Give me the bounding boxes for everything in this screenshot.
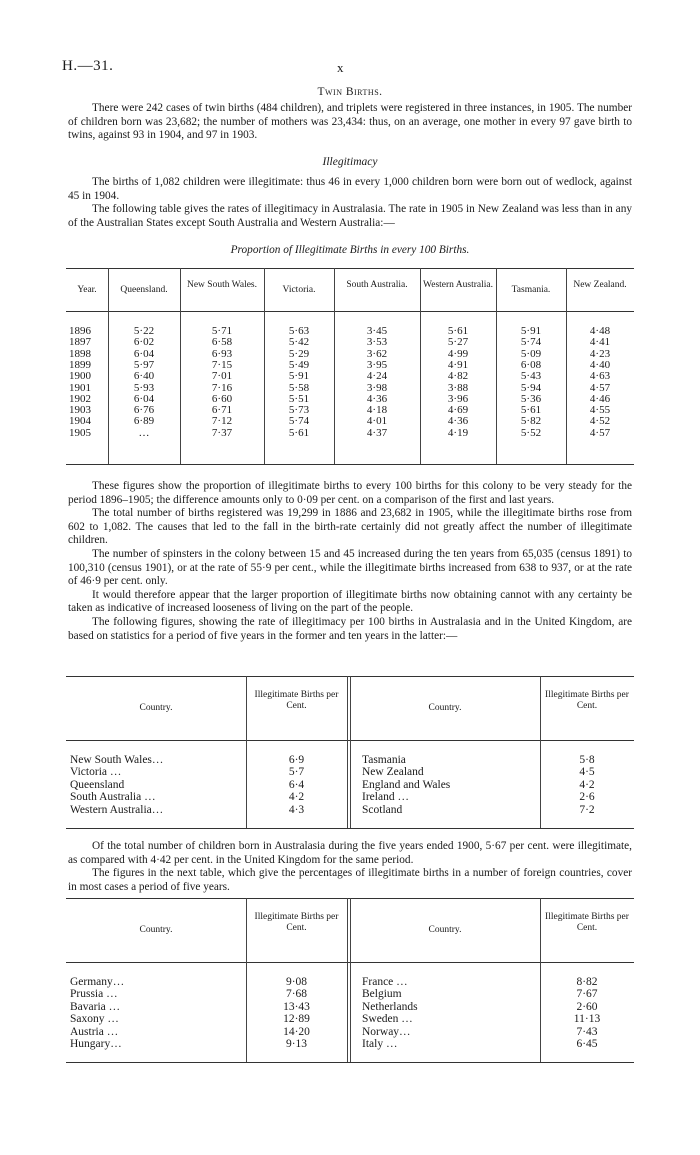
table3-rate-value: 11·13: [573, 1013, 601, 1026]
table1-data-cell: 4·19: [447, 426, 469, 439]
table1-caption: Proportion of Illegitimate Births in every 100 Births.: [230, 244, 470, 256]
table3-rate-value: 9·08: [285, 976, 308, 988]
table1-data-cell: 3·53: [366, 336, 388, 349]
table2-country-name: England and Wales: [362, 778, 451, 791]
table3-country-name: Italy …: [362, 1038, 398, 1050]
table1-data-cell: 5·91: [520, 325, 542, 337]
table1-data-cell: 4·91: [447, 358, 469, 371]
table1-bottom-rule: [66, 464, 634, 465]
table1-data-cell: 5·82: [520, 415, 542, 428]
table1-data-cell: 6·71: [211, 404, 233, 417]
table2-rate-value: 5·8: [579, 754, 595, 766]
table1-data-cell: 4·18: [366, 404, 388, 417]
table1-data-cell: 4·52: [589, 415, 611, 428]
table1-data-cell: 5·43: [520, 370, 542, 383]
table1-data-cell: 6·04: [133, 392, 155, 405]
table2-country-header: Country.: [428, 703, 462, 713]
table1-data-cell: 3·45: [366, 325, 388, 337]
middle-p3: The number of spinsters in the colony between 15 and 45 increased during the ten years from 65,035 (census 1891) to 100,310 (census 1901), or at the rate of 55·9 per cent., while the illegitimate births increased from 638 to 937, or at the rate of 46·9 per cent. only.: [68, 547, 632, 588]
table1-header-cell: Western Australia.: [423, 280, 493, 290]
table1-data-cell: 5·09: [520, 347, 542, 360]
table3-rate-value: 7·68: [285, 988, 308, 1001]
table3-country-name: France …: [362, 976, 408, 988]
page-number: x: [337, 60, 344, 75]
table2-rate-value: 4·2: [579, 778, 595, 791]
table2-rate-value: 4·5: [579, 766, 595, 779]
table1-year-cell: 1901: [69, 381, 91, 394]
table1-data-cell: 5·61: [520, 404, 542, 417]
table1-header-cell: New Zealand.: [573, 280, 627, 290]
middle-paragraphs: [68, 480, 632, 643]
middle-p4: It would therefore appear that the larger proportion of illegitimate births now obtaining cannot with any certainty be taken as indicative of increased looseness of living on the part of the people.: [68, 588, 632, 615]
lower-p2: The figures in the next table, which give the percentages of illegitimate births in a number of foreign countries, cover in most cases a period of five years.: [68, 867, 632, 893]
lower-p1: Of the total number of children born in Australasia during the five years ended 1900, 5·67 per cent. were illegitimate, as compared with 4·42 per cent. in the United Kingdom for the same period.: [68, 840, 632, 866]
page-reference: H.—31.: [62, 58, 114, 74]
table3-rate-value: 2·60: [576, 1000, 598, 1013]
table1-data-cell: 5·94: [520, 381, 542, 394]
table1-header-cell: Tasmania.: [511, 285, 551, 295]
table3-country-header: Country.: [428, 925, 462, 935]
table2-country-name: Western Australia…: [70, 803, 164, 816]
table1-data-cell: 4·36: [366, 392, 388, 405]
table1-header-cell: Year.: [77, 285, 97, 295]
table2-rate-value: 4·2: [288, 791, 305, 804]
twin-births-text: There were 242 cases of twin births (484 children), and triplets were registered in three instances, in 1905. The number of children born was 23,682; the number of mothers was 23,434: thus, on an average, one mother in every 97 gave birth to twins, against 93 in 1904, and 97 in 1903.: [68, 102, 632, 142]
twin-births-title: Twin Births.: [317, 86, 383, 98]
table1-data-cell: 4·46: [589, 392, 611, 405]
table1-year-cell: 1900: [69, 370, 91, 383]
table1-data-cell: 6·02: [133, 336, 155, 349]
table1-data-cell: 6·04: [133, 347, 155, 360]
table1-year-cell: 1903: [69, 404, 91, 417]
table2-country-header: Country.: [139, 703, 173, 713]
table1-year-cell: 1904: [69, 415, 91, 428]
table2-bottom-rule: [66, 828, 634, 829]
table1-data-cell: 4·36: [447, 415, 469, 428]
table1-header-cell: Queensland.: [120, 285, 168, 295]
table1-data-cell: 7·37: [211, 426, 233, 439]
illegitimacy-p2: The following table gives the rates of illegitimacy in Australasia. The rate in 1905 in New Zealand was less than in any of the Australian States except South Australia and Western Australia:—: [68, 203, 632, 229]
table3-rate-value: 9·13: [285, 1038, 308, 1050]
table1-data-cell: 4·41: [589, 336, 611, 349]
table3-births-header: Illegitimate Births per Cent.: [254, 912, 339, 933]
table1-year-cell: 1896: [69, 325, 91, 337]
table3-divider: [350, 898, 351, 1062]
table1-data-cell: 5·51: [288, 392, 310, 405]
table1-data-cell: 6·93: [211, 347, 233, 360]
illegitimacy-title: Illegitimacy: [322, 156, 378, 168]
table1-data-cell: 5·52: [520, 426, 542, 439]
table1-data-cell: 6·58: [211, 336, 233, 349]
table3-rate-value: 14·20: [283, 1025, 310, 1038]
table1-data-cell: 5·61: [288, 426, 310, 439]
table1-data-cell: 4·57: [589, 426, 611, 439]
table1-data-cell: 4·24: [366, 370, 388, 383]
table1-data-cell: 4·57: [589, 381, 611, 394]
table2-rate-value: 5·7: [288, 766, 305, 779]
table3-country-name: Bavaria …: [70, 1000, 121, 1013]
table1-data-cell: 3·95: [366, 358, 388, 371]
table1-data-cell: 5·91: [288, 370, 310, 383]
table3-country-name: Sweden …: [362, 1013, 413, 1026]
table3-country-header: Country.: [139, 925, 173, 935]
table3-rate-value: 7·67: [576, 988, 598, 1001]
table1-data-cell: 5·93: [133, 381, 155, 394]
illegitimacy-paragraphs: [68, 176, 632, 230]
table1-data-cell: 6·60: [211, 392, 233, 405]
table1-data-cell: 7·01: [211, 370, 233, 383]
table3-rate-value: 7·43: [576, 1025, 598, 1038]
table1-data-cell: 4·63: [589, 370, 611, 383]
table2-rate-value: 6·9: [288, 754, 305, 766]
table1-year-cell: 1899: [69, 358, 91, 371]
table1-data-cell: 5·71: [211, 325, 233, 337]
table3-country-name: Norway…: [362, 1025, 411, 1038]
table1-data-cell: …: [138, 426, 150, 439]
middle-p2: The total number of births registered was 19,299 in 1886 and 23,682 in 1905, while the illegitimate births rose from 602 to 1,082. The causes that led to the fall in the birth-rate certainly did not greatly affect the number of illegitimate children.: [68, 507, 632, 547]
illegitimacy-p1: The births of 1,082 children were illegitimate: thus 46 in every 1,000 children born were born out of wedlock, against 45 in 1904.: [68, 176, 632, 202]
table1-data-cell: 5·97: [133, 358, 155, 371]
table2-country-name: Ireland …: [362, 791, 409, 804]
table1-data-cell: 3·88: [447, 381, 469, 394]
table3-rate-value: 8·82: [576, 976, 598, 988]
table1-data-cell: 4·99: [447, 347, 469, 360]
table1-top-rule: [66, 268, 634, 269]
table3-rate-value: 12·89: [283, 1013, 310, 1026]
table2-rate-value: 6·4: [288, 778, 305, 791]
table1-data-cell: 7·16: [211, 381, 233, 394]
table3-rate-value: 13·43: [283, 1000, 310, 1013]
table1-data-cell: 4·23: [589, 347, 611, 360]
table1-year-cell: 1898: [69, 347, 91, 360]
table1-year-cell: 1905: [69, 426, 91, 439]
table1-data-cell: 5·74: [288, 415, 310, 428]
table2-country-name: New South Wales…: [70, 754, 164, 766]
table2-country-name: South Australia …: [70, 791, 156, 804]
table1-data-cell: 5·73: [288, 404, 310, 417]
table2-rate-value: 7·2: [579, 803, 595, 816]
table3-country-name: Germany…: [70, 976, 125, 988]
table1-data-cell: 4·82: [447, 370, 469, 383]
table1-data-cell: 4·69: [447, 404, 469, 417]
table1-data-cell: 5·29: [288, 347, 310, 360]
table2-births-header: Illegitimate Births per Cent.: [254, 690, 339, 711]
table1-data-cell: 6·40: [133, 370, 155, 383]
table1-data-cell: 5·42: [288, 336, 310, 349]
table2-country-name: Victoria …: [70, 766, 122, 779]
lower-paragraphs: [68, 840, 632, 894]
twin-births-paragraph: [68, 102, 632, 143]
table1-header-rule: [66, 311, 634, 312]
table2-country-name: New Zealand: [362, 766, 424, 779]
table3-divider: [347, 898, 348, 1062]
table1-data-cell: 5·74: [520, 336, 542, 349]
table3-country-name: Saxony …: [70, 1013, 119, 1026]
table1-data-cell: 4·55: [589, 404, 611, 417]
table2-country-name: Scotland: [362, 803, 403, 816]
table3-country-name: Austria …: [70, 1025, 119, 1038]
table1-year-cell: 1897: [69, 336, 91, 349]
table1-data-cell: 4·37: [366, 426, 388, 439]
table2-divider: [347, 676, 348, 828]
table3-country-name: Hungary…: [70, 1038, 122, 1050]
table1-data-cell: 7·15: [211, 358, 233, 371]
table3-country-name: Netherlands: [362, 1000, 418, 1013]
table1-data-cell: 3·98: [366, 381, 388, 394]
table3-bottom-rule: [66, 1062, 634, 1063]
table3-country-name: Belgium: [362, 988, 402, 1001]
table2-divider: [350, 676, 351, 828]
table1-header-cell: New South Wales.: [186, 280, 258, 290]
table2-rate-value: 4·3: [288, 803, 305, 816]
table2-rate-value: 2·6: [579, 791, 595, 804]
table3-rate-value: 6·45: [576, 1038, 598, 1050]
table1-data-cell: 5·49: [288, 358, 310, 371]
table1-data-cell: 4·40: [589, 358, 611, 371]
table1-year-cell: 1902: [69, 392, 91, 405]
table1-data-cell: 5·61: [447, 325, 469, 337]
table1-data-cell: 3·96: [447, 392, 469, 405]
table1-data-cell: 6·76: [133, 404, 155, 417]
table1-data-cell: 4·48: [589, 325, 611, 337]
table1-data-cell: 5·58: [288, 381, 310, 394]
table1-data-cell: 6·08: [520, 358, 542, 371]
table2-country-name: Queensland: [70, 778, 125, 791]
table2-country-name: Tasmania: [362, 754, 406, 766]
table1-data-cell: 5·63: [288, 325, 310, 337]
table2-births-header: Illegitimate Births per Cent.: [545, 690, 629, 711]
table1-data-cell: 5·36: [520, 392, 542, 405]
table1-header-cell: South Australia.: [346, 280, 408, 290]
table1-data-cell: 6·89: [133, 415, 155, 428]
middle-p1: These figures show the proportion of illegitimate births to every 100 births for this colony to be very steady for the period 1896–1905; the difference amounts only to 0·09 per cent. on a comparison of the first and last years.: [68, 480, 632, 506]
table3-country-name: Prussia …: [70, 988, 118, 1001]
table1-data-cell: 5·27: [447, 336, 469, 349]
table1-header-cell: Victoria.: [282, 285, 316, 295]
table1-data-cell: 7·12: [211, 415, 233, 428]
table1-data-cell: 5·22: [133, 325, 155, 337]
table1-data-cell: 4·01: [366, 415, 388, 428]
table3-births-header: Illegitimate Births per Cent.: [545, 912, 629, 933]
middle-p5: The following figures, showing the rate of illegitimacy per 100 births in Australasia and in the United Kingdom, are based on statistics for a period of five years in the former and ten years in the latter:—: [68, 615, 632, 642]
table1-data-cell: 3·62: [366, 347, 388, 360]
